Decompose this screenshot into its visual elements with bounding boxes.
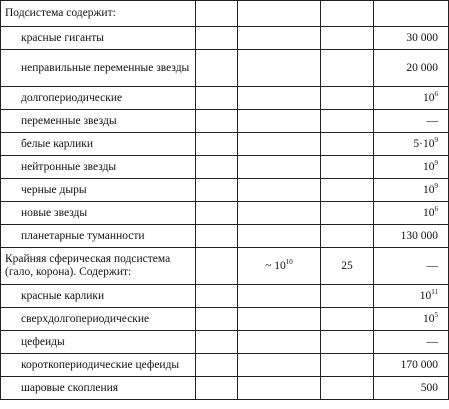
- table-body: [1, 1, 449, 400]
- count-cell: [374, 1, 449, 27]
- value-cell-c2: [238, 87, 321, 110]
- value-cell-c1: [196, 50, 238, 87]
- object-name: переменные звезды: [21, 114, 117, 127]
- table-row: [1, 156, 449, 179]
- value-cell-c2: [238, 248, 321, 285]
- count-cell: [374, 202, 449, 225]
- object-name-cell: [1, 202, 196, 225]
- object-name: короткопериодические цефеиды: [21, 358, 180, 371]
- table-row: [1, 87, 449, 110]
- table-row: [1, 27, 449, 50]
- object-name: цефеиды: [21, 335, 65, 348]
- value-cell-c3: [321, 248, 374, 285]
- count-cell: [374, 156, 449, 179]
- value-cell-c3: [321, 179, 374, 202]
- count-value: 5·10: [413, 137, 435, 150]
- value-cell-c1: [196, 308, 238, 331]
- count-cell: [374, 110, 449, 133]
- value-cell-c2: [238, 1, 321, 27]
- object-name: сверхдолгопериодические: [21, 312, 150, 325]
- count-value: 10: [423, 183, 435, 196]
- value-cell-c2: [238, 377, 321, 400]
- count-value: 30 000: [406, 31, 438, 44]
- value-cell-c1: [196, 110, 238, 133]
- object-name-cell: [1, 354, 196, 377]
- value-cell-c3: [321, 285, 374, 308]
- object-name-cell: [1, 331, 196, 354]
- value-cell-c3: [321, 87, 374, 110]
- object-name-cell: [1, 156, 196, 179]
- count-cell: [374, 50, 449, 87]
- object-name: нейтронные звезды: [21, 160, 117, 173]
- count-cell: [374, 225, 449, 248]
- value-cell-c1: [196, 248, 238, 285]
- value-cell-c3: [321, 156, 374, 179]
- exponent: 10: [285, 257, 293, 266]
- count-cell: [374, 87, 449, 110]
- value-cell-c2: [238, 179, 321, 202]
- object-name: Подсистема содержит:: [5, 7, 116, 19]
- value-cell-c1: [196, 331, 238, 354]
- value-cell-c3: [321, 202, 374, 225]
- exponent: 6: [434, 89, 438, 98]
- count-value: 10: [423, 91, 435, 104]
- count-cell: [374, 331, 449, 354]
- object-name-cell: [1, 1, 196, 27]
- object-name: красные гиганты: [21, 31, 105, 44]
- value-cell-c1: [196, 1, 238, 27]
- count-cell: [374, 179, 449, 202]
- object-name: новые звезды: [21, 206, 88, 219]
- table-row: [1, 50, 449, 87]
- count-cell: [374, 308, 449, 331]
- count-cell: [374, 354, 449, 377]
- value-cell-c3: [321, 308, 374, 331]
- value-cell-c2: [238, 225, 321, 248]
- exponent: 11: [431, 287, 438, 296]
- object-name: шаровые скопления: [21, 381, 119, 394]
- table-row: [1, 285, 449, 308]
- object-name: планетарные туманности: [21, 229, 145, 242]
- table-row: [1, 133, 449, 156]
- table-row: [1, 248, 449, 285]
- count-value: 10: [423, 312, 435, 325]
- object-name: долгопериодические: [21, 91, 123, 104]
- exponent: 9: [434, 135, 438, 144]
- value-cell-c3: [321, 133, 374, 156]
- count-cell: [374, 285, 449, 308]
- value-cell-c2: [238, 27, 321, 50]
- value-cell-c1: [196, 133, 238, 156]
- value-cell-c3: [321, 50, 374, 87]
- value-cell-c3: [321, 331, 374, 354]
- table-row: [1, 202, 449, 225]
- exponent: 9: [434, 181, 438, 190]
- exponent: 6: [434, 204, 438, 213]
- table-row: [1, 179, 449, 202]
- exponent: 9: [434, 158, 438, 167]
- object-name: белые карлики: [21, 137, 93, 150]
- value-cell-c1: [196, 156, 238, 179]
- object-name-cell: [1, 377, 196, 400]
- count-cell: [374, 133, 449, 156]
- value-cell-c2: [238, 133, 321, 156]
- table-row: [1, 308, 449, 331]
- value-cell-c2: [238, 331, 321, 354]
- value-cell-c2: [238, 156, 321, 179]
- value-cell-c2: [238, 110, 321, 133]
- object-name: черные дыры: [21, 183, 87, 196]
- count-cell: [374, 248, 449, 285]
- value-cell-c1: [196, 202, 238, 225]
- count-value: —: [426, 259, 438, 272]
- count-value: —: [426, 114, 438, 127]
- value-cell-c2: [238, 202, 321, 225]
- count-value: 10: [423, 160, 435, 173]
- count-value: 170 000: [400, 358, 438, 371]
- value-cell-c1: [196, 377, 238, 400]
- value-cell-c3: [321, 377, 374, 400]
- value-cell-c3: [321, 27, 374, 50]
- exponent: 5: [434, 310, 438, 319]
- object-name-cell: [1, 133, 196, 156]
- value-cell-c3: [321, 1, 374, 27]
- object-name: красные карлики: [21, 289, 105, 302]
- count-cell: [374, 377, 449, 400]
- object-name-cell: [1, 50, 196, 87]
- count-value: 10: [419, 289, 432, 302]
- object-name-cell: [1, 179, 196, 202]
- table-row: [1, 377, 449, 400]
- object-name-cell: [1, 225, 196, 248]
- cell-value: 25: [341, 259, 353, 272]
- value-cell-c1: [196, 27, 238, 50]
- table-row: [1, 354, 449, 377]
- object-name-cell: [1, 110, 196, 133]
- count-value: 20 000: [406, 61, 438, 74]
- object-name-cell: [1, 308, 196, 331]
- table-row: [1, 225, 449, 248]
- value-cell-c2: [238, 285, 321, 308]
- table-row: [1, 1, 449, 27]
- object-name: неправильные переменные звезды: [21, 61, 190, 74]
- count-value: 130 000: [400, 229, 438, 242]
- object-name-cell: [1, 87, 196, 110]
- cell-value: ~ 10: [265, 259, 286, 272]
- count-cell: [374, 27, 449, 50]
- object-name-cell: [1, 27, 196, 50]
- value-cell-c1: [196, 179, 238, 202]
- table-row: [1, 331, 449, 354]
- object-name: Крайняя сферическая подсистема (гало, корона). Содержит:: [5, 253, 171, 278]
- value-cell-c3: [321, 225, 374, 248]
- value-cell-c1: [196, 225, 238, 248]
- object-name-cell: [1, 248, 196, 285]
- object-name-cell: [1, 285, 196, 308]
- value-cell-c2: [238, 308, 321, 331]
- value-cell-c1: [196, 87, 238, 110]
- value-cell-c2: [238, 354, 321, 377]
- count-value: —: [426, 335, 438, 348]
- value-cell-c3: [321, 110, 374, 133]
- table-row: [1, 110, 449, 133]
- count-value: 500: [420, 381, 438, 394]
- value-cell-c2: [238, 50, 321, 87]
- value-cell-c1: [196, 285, 238, 308]
- value-cell-c3: [321, 354, 374, 377]
- count-value: 10: [423, 206, 435, 219]
- value-cell-c1: [196, 354, 238, 377]
